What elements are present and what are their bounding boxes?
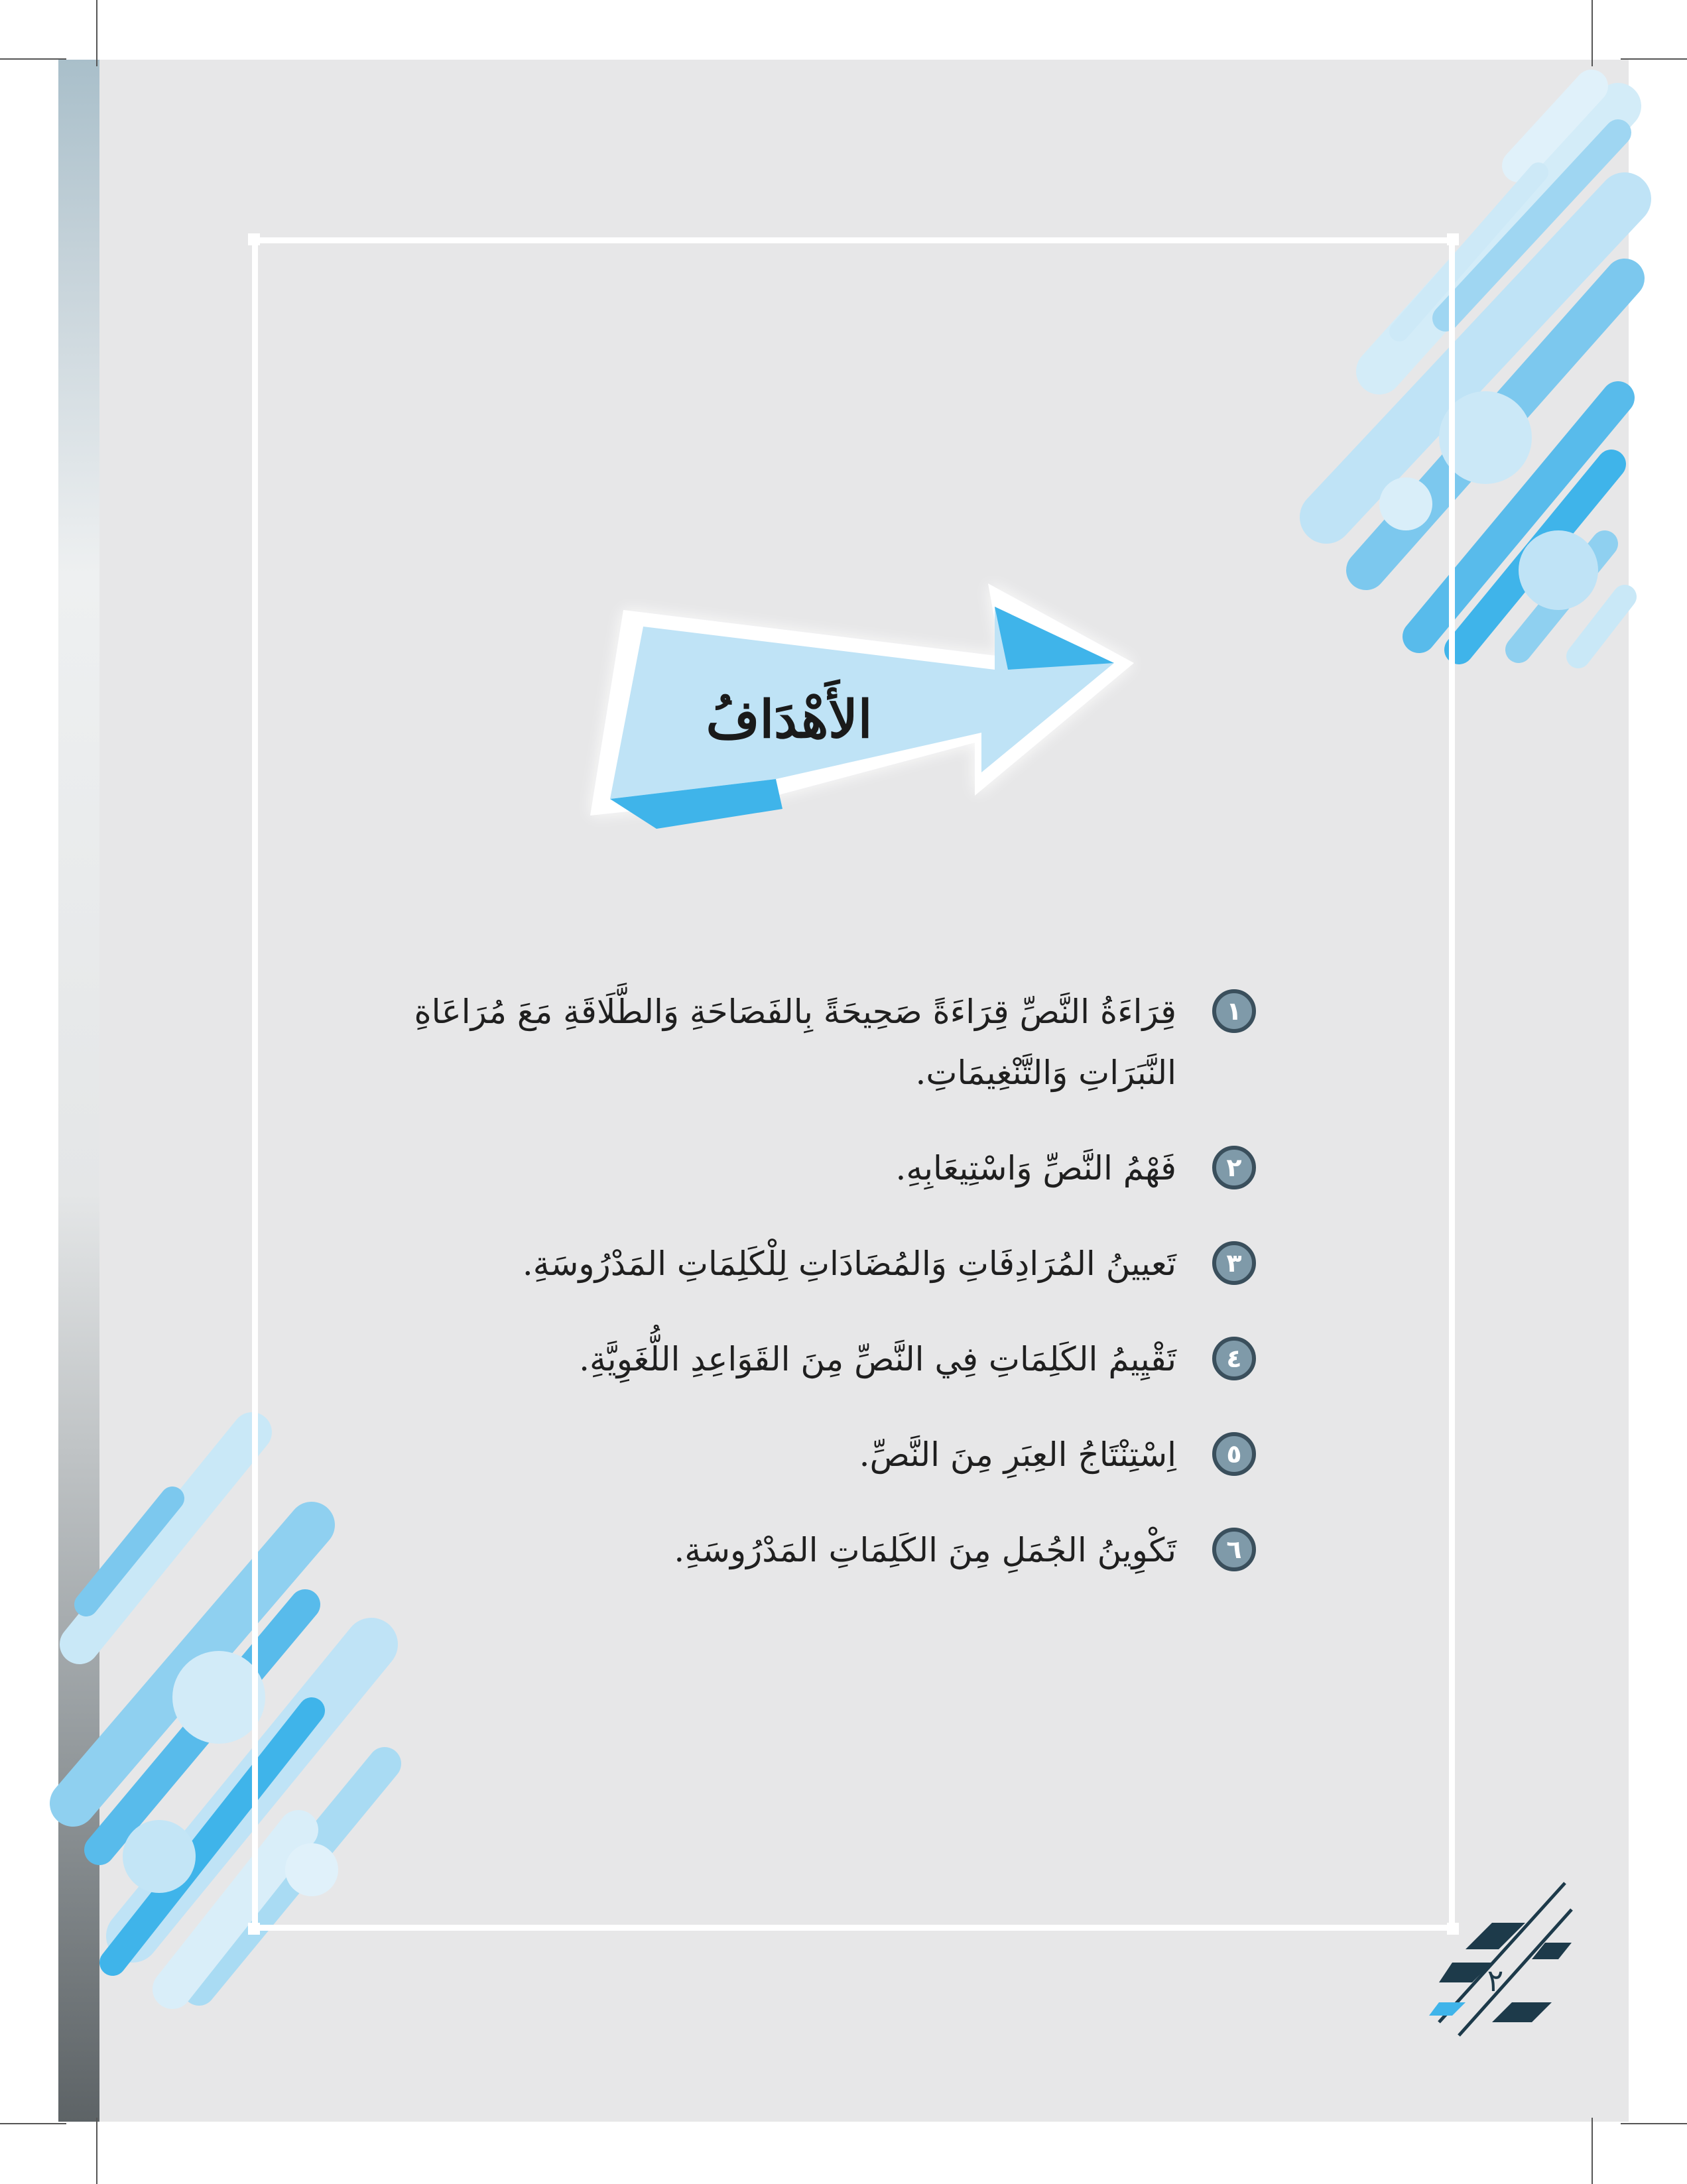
goal-text: قِرَاءَةُ النَّصِّ قِرَاءَةً صَحِيحَةً بِالفَصَاحَةِ وَالطَّلَاقَةِ مَعَ مُرَاعَاةِ النَّبَرَاتِ وَالتَّنْغِيمَاتِ. — [414, 993, 1176, 1092]
goal-text: تَكْوِينُ الجُمَلِ مِنَ الكَلِمَاتِ المَدْرُوسَةِ. — [674, 1531, 1176, 1569]
frame-corner — [248, 1923, 260, 1935]
page-number: ٢ — [1487, 1963, 1504, 1998]
goal-item — [394, 1520, 1256, 1581]
goal-item — [394, 1233, 1256, 1294]
page-number-badge — [1412, 1870, 1585, 2042]
crop-mark — [96, 0, 97, 66]
page-title: الأَهْدَافُ — [706, 690, 873, 750]
goal-number-badge: ٢ — [1212, 1146, 1256, 1189]
goal-number-badge: ٦ — [1212, 1528, 1256, 1571]
frame-corner — [248, 233, 260, 245]
goals-list — [394, 981, 1256, 1615]
goal-number-badge: ٣ — [1212, 1241, 1256, 1285]
goal-text: اِسْتِنْتَاجُ العِبَرِ مِنَ النَّصِّ. — [859, 1435, 1176, 1474]
goal-item — [394, 1424, 1256, 1485]
crop-mark — [0, 58, 66, 60]
crop-mark — [1621, 58, 1687, 60]
goal-item — [394, 1329, 1256, 1390]
goal-item — [394, 1138, 1256, 1199]
goal-item — [394, 981, 1256, 1103]
crop-mark — [1592, 0, 1593, 66]
crop-mark — [0, 2123, 66, 2124]
crop-mark — [1592, 2118, 1593, 2184]
goal-text: تَقْيِيمُ الكَلِمَاتِ فِي النَّصِّ مِنَ القَوَاعِدِ اللُّغَوِيَّةِ. — [579, 1340, 1176, 1378]
crop-mark — [1621, 2123, 1687, 2124]
goal-text: تَعيينُ المُرَادِفَاتِ وَالمُضَادَاتِ لِلْكَلِمَاتِ المَدْرُوسَةِ. — [522, 1244, 1176, 1283]
goal-number-badge: ٥ — [1212, 1432, 1256, 1476]
crop-mark — [96, 2118, 97, 2184]
goal-number-badge: ٤ — [1212, 1337, 1256, 1380]
goal-number-badge: ١ — [1212, 989, 1256, 1033]
goal-text: فَهْمُ النَّصِّ وَاسْتِيعَابِهِ. — [895, 1149, 1176, 1187]
frame-corner — [1447, 233, 1459, 245]
